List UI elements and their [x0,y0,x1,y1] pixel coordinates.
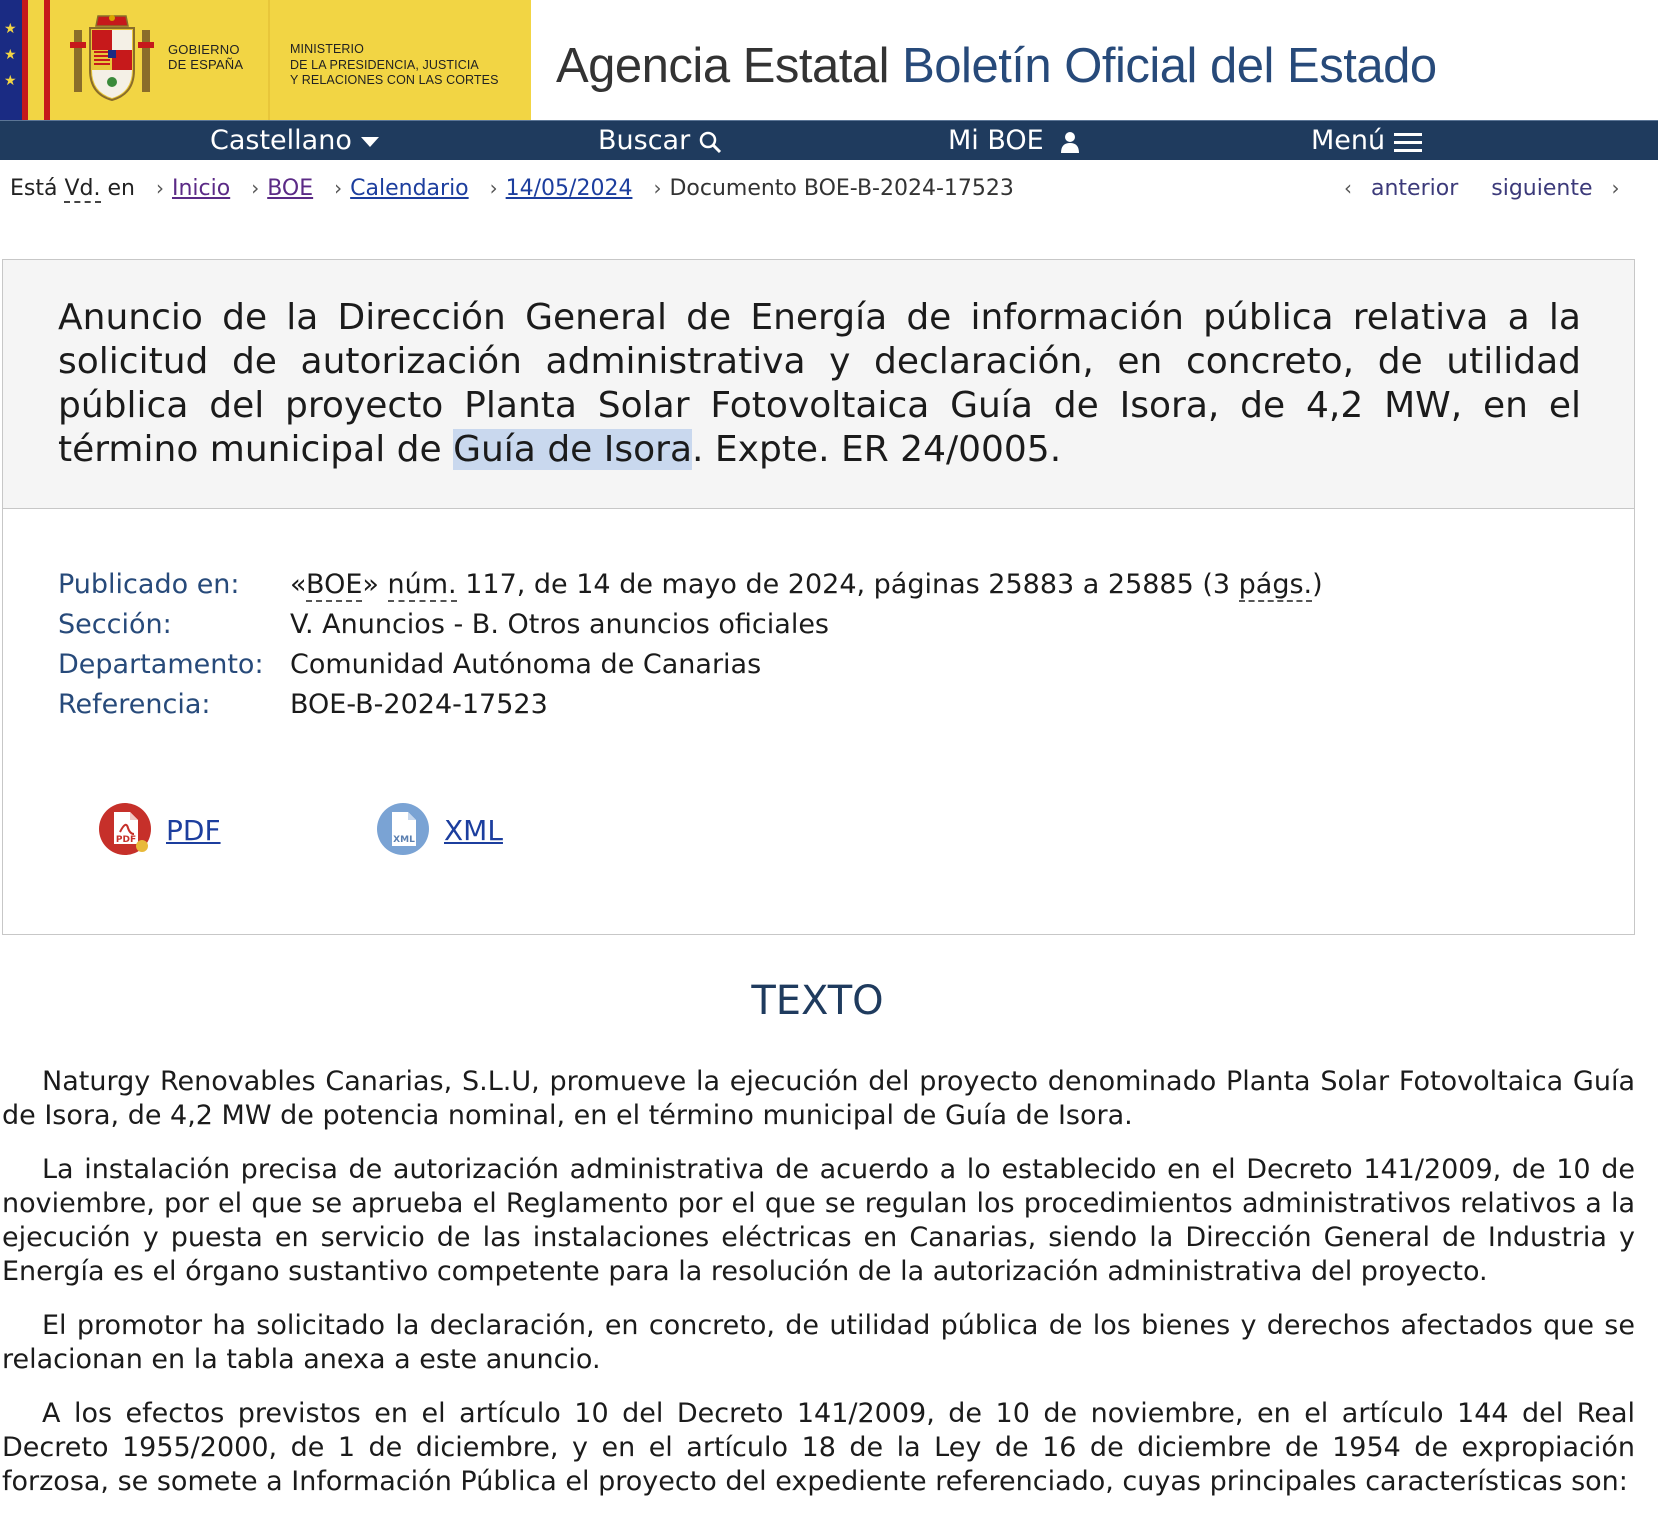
user-icon [1058,130,1082,154]
meta-row-department [58,645,1323,685]
mi-boe-label: Mi BOE [948,125,1044,156]
site-title-boe: Boletín Oficial del Estado [902,39,1437,93]
department-label: Departamento: [58,649,264,680]
flag-strip [0,0,50,120]
document-body [2,1065,1635,1519]
caret-down-icon [360,136,380,148]
document-pager [1344,172,1619,204]
language-label: Castellano [210,125,352,156]
breadcrumb-current: Documento BOE-B-2024-17523 [669,176,1014,201]
pdf-download[interactable] [98,802,221,858]
svg-text:XML: XML [393,835,415,845]
eu-flag: ★ ★ ★ [0,0,22,120]
body-paragraph: Naturgy Renovables Canarias, S.L.U, promueve la ejecución del proyecto denominado Planta Solar Fotovoltaica Guía de Isora, de 4,2 MW de potencia nominal, en el término municipal de Guía de Isora. [2,1066,1635,1131]
chevron-right-icon: › [653,176,662,200]
xml-icon [376,802,432,858]
title-highlight: Guía de Isora [453,429,693,470]
chevron-left-icon: ‹ [1344,176,1352,200]
breadcrumb-inicio[interactable]: Inicio [171,176,231,201]
published-value: «BOE» núm. 117, de 14 de mayo de 2024, páginas 25883 a 25885 (3 págs.) [290,569,1323,600]
menu-button[interactable] [1311,121,1423,161]
xml-download[interactable] [376,802,503,858]
breadcrumb-prefix: Está Vd. en [10,176,135,201]
coat-of-arms-icon [68,12,156,104]
ministerio-block[interactable] [270,0,531,120]
published-label: Publicado en: [58,569,240,600]
search-button[interactable] [598,121,722,161]
meta-row-published [58,565,1323,605]
body-paragraph: El promotor ha solicitado la declaración, en concreto, de utilidad pública de los bienes y derechos afectados que se relacionan en la tabla anexa a este anuncio. [2,1310,1635,1375]
main-nav [0,120,1658,160]
breadcrumb-date[interactable]: 14/05/2024 [505,176,633,201]
chevron-right-icon: › [155,176,164,200]
site-title-agency: Agencia Estatal [556,39,889,93]
previous-link[interactable]: anterior [1371,176,1459,201]
section-value: V. Anuncios - B. Otros anuncios oficiales [290,609,829,640]
ministerio-label: MINISTERIO DE LA PRESIDENCIA, JUSTICIA Y RELACIONES CON LAS CORTES [290,42,499,87]
breadcrumb [10,172,1014,204]
gobierno-label: GOBIERNO DE ESPAÑA [168,42,244,72]
meta-row-section [58,605,1323,645]
chevron-right-icon: › [251,176,260,200]
reference-label: Referencia: [58,689,211,720]
pdf-link[interactable]: PDF [166,813,221,847]
chevron-right-icon: › [489,176,498,200]
gobierno-block[interactable] [50,0,268,120]
section-label: Sección: [58,609,172,640]
chevron-right-icon: › [334,176,343,200]
document-metadata [58,565,1323,725]
texto-heading: TEXTO [751,978,884,1024]
breadcrumb-vd-abbr: Vd. [64,176,101,201]
meta-row-reference [58,685,1323,725]
xml-link[interactable]: XML [444,813,503,847]
breadcrumb-calendario[interactable]: Calendario [350,176,469,201]
document-box [2,259,1635,935]
language-selector[interactable] [210,121,380,161]
body-paragraph: A los efectos previstos en el artículo 10 del Decreto 141/2009, de 10 de noviembre, en el artículo 144 del Real Decreto 1955/2000, de 1 de diciembre, y en el artículo 18 de la Ley de 16 de diciembre de 1954 de expropiación forzosa, se somete a Información Pública el proyecto del expediente referenciado, cuyas principales características son: [2,1398,1635,1497]
site-header [0,0,1658,120]
reference-value: BOE-B-2024-17523 [290,689,548,720]
search-icon [698,130,722,154]
site-title[interactable] [556,36,1437,96]
next-link[interactable]: siguiente [1491,176,1593,201]
menu-label: Menú [1311,125,1386,156]
mi-boe-button[interactable] [948,121,1082,161]
document-title: Anuncio de la Dirección General de Energía de información pública relativa a la solicitud de autorización administrativa y declaración, en concreto, de utilidad pública del proyecto Planta Solar Fotovoltaica Guía de Isora, de 4,2 MW, en el término municipal de Guía de Isora. Expte. ER 24/0005. [58,297,1581,470]
chevron-right-icon: › [1611,176,1620,200]
body-paragraph: La instalación precisa de autorización administrativa de acuerdo a lo establecido en el Decreto 141/2009, de 10 de noviembre, por el que se aprueba el Reglamento por el que se regulan los procedimientos administrativos relativos a la ejecución y puesta en servicio de las instalaciones eléctricas en Canarias, siendo la Dirección General de Industria y Energía es el órgano sustantivo competente para la resolución de la autorización administrativa del proyecto. [2,1154,1635,1287]
hamburger-icon [1393,131,1423,153]
department-value: Comunidad Autónoma de Canarias [290,649,762,680]
pdf-icon [98,802,154,858]
search-label: Buscar [598,125,691,156]
document-title-area [3,260,1634,509]
breadcrumb-boe[interactable]: BOE [267,176,314,201]
svg-text:PDF: PDF [115,835,137,845]
